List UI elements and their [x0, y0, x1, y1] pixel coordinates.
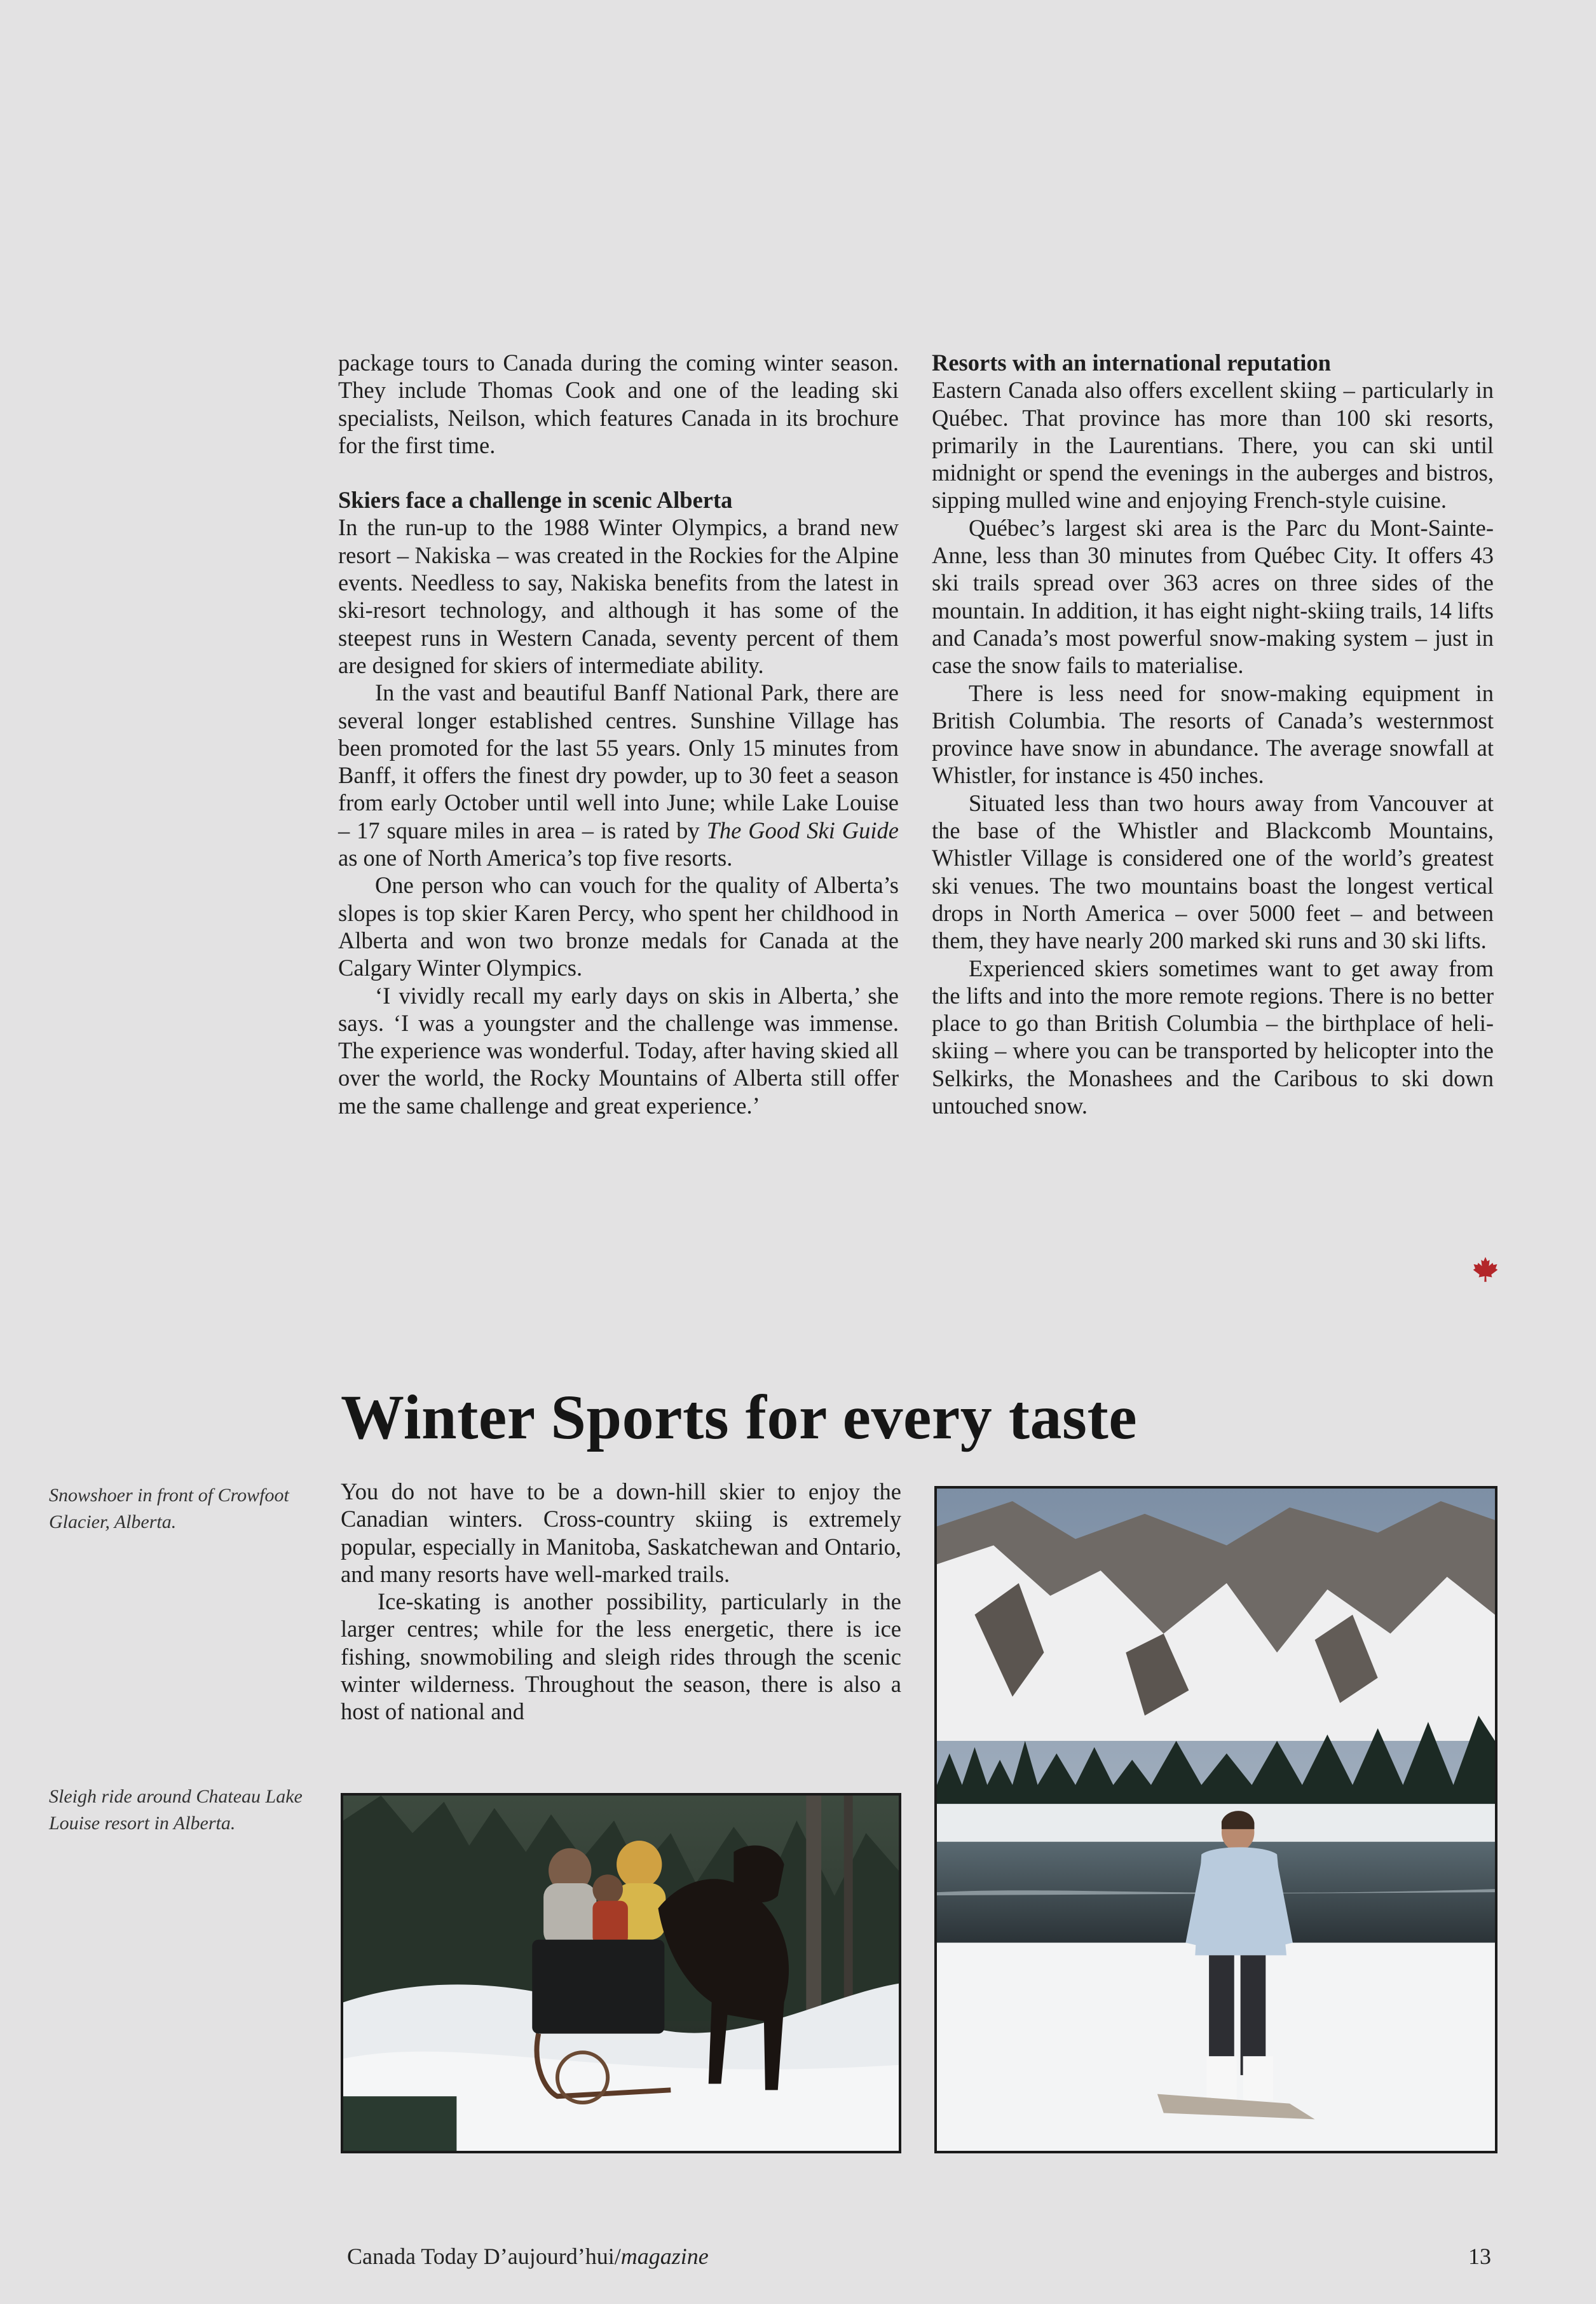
article-column-right — [932, 349, 1494, 1119]
article-column-left — [338, 349, 899, 1119]
article-paragraph: In the run-up to the 1988 Winter Olympics, a brand new resort – Nakiska – was created in the Rockies for the Alpine events. Needless to say, Nakiska benefits from the latest in ski-resort technology, and although it has some of the steepest runs in Western Canada, seventy percent of them are designed for skiers of intermediate ability. — [338, 514, 899, 678]
page-number: 13 — [1468, 2244, 1491, 2269]
snowshoer-photo — [934, 1486, 1497, 2153]
article-paragraph: One person who can vouch for the quality of Alberta’s slopes is top skier Karen Percy, who spent her childhood in Alberta and won two bronze medals for Canada at the Calgary Winter Olympics. — [338, 872, 899, 981]
article-paragraph: Situated less than two hours away from Vancouver at the base of the Whistler and Blackcomb Mountains, Whistler Village is considered one of the world’s greatest ski venues. The two mountains boast the longest vertical drops in North America – over 5000 feet – and between them, they have nearly 200 marked ski runs and 30 ski lifts. — [932, 789, 1494, 954]
sleigh-ride-photo — [341, 1793, 901, 2153]
article-paragraph: Experienced skiers sometimes want to get away from the lifts and into the more remote regions. There is no better place to go than British Columbia – the birthplace of heli-skiing – where you can be transported by helicopter into the Selkirks, the Monashees and the Caribous to ski down untouched snow. — [932, 955, 1494, 1119]
caption-sleigh: Sleigh ride around Chateau Lake Louise resort in Alberta. — [49, 1786, 303, 1834]
section-paragraph: You do not have to be a down-hill skier to enjoy the Canadian winters. Cross-country skiing is extremely popular, especially in Manitoba, Saskatchewan and Ontario, and many resorts have well-marked trails. — [341, 1478, 901, 1587]
section-heading: Skiers face a challenge in scenic Alberta — [338, 487, 733, 514]
section-column — [341, 1478, 901, 1726]
section-heading: Resorts with an international reputation — [932, 350, 1331, 376]
article-paragraph: Eastern Canada also offers excellent skiing – particularly in Québec. That province has more than 100 ski resorts, primarily in the Laurentians. There, you can ski until midnight or spend the evenings in the auberges and bistros, sipping mulled wine and enjoying French-style cuisine. — [932, 377, 1494, 514]
article-paragraph: ‘I vividly recall my early days on skis in Alberta,’ she says. ‘I was a youngster and the challenge was immense. The experience was wonderful. Today, after having skied all over the world, the Rocky Mountains of Alberta still offer me the same challenge and great experience.’ — [338, 982, 899, 1119]
section-title: Winter Sports for every taste — [341, 1382, 1138, 1452]
footer-publication: Canada Today D’aujourd’hui/magazine — [347, 2244, 709, 2269]
article-paragraph: package tours to Canada during the coming winter season. They include Thomas Cook and one of the leading ski specialists, Neilson, which features Canada in its brochure for the first time. — [338, 350, 899, 458]
article-paragraph: In the vast and beautiful Banff National Park, there are several longer established centres. Sunshine Village has been promoted for the last 55 years. Only 15 minutes from Banff, it offers the finest dry powder, up to 30 feet a season from early October until well into June; while Lake Louise – 17 square miles in area – is rated by The Good Ski Guide as one of North America’s top five resorts. — [338, 679, 899, 871]
article-paragraph: Québec’s largest ski area is the Parc du Mont-Sainte-Anne, less than 30 minutes from Québec City. It offers 43 ski trails spread over 363 acres on three sides of the mountain. In addition, it has eight night-skiing trails, 14 lifts and Canada’s most powerful snow-making system – just in case the snow fails to materialise. — [932, 514, 1494, 679]
article-paragraph: There is less need for snow-making equipment in British Columbia. The resorts of Canada’s westernmost province have snow in abundance. The average snowfall at Whistler, for instance is 450 inches. — [932, 679, 1494, 789]
section-paragraph: Ice-skating is another possibility, particularly in the larger centres; while for the less energetic, there is ice fishing, snowmobiling and sleigh rides through the scenic winter wilderness. Throughout the season, there is also a host of national and — [341, 1588, 901, 1725]
caption-snowshoer: Snowshoer in front of Crowfoot Glacier, Alberta. — [49, 1485, 289, 1532]
maple-leaf-icon — [1472, 1256, 1499, 1283]
